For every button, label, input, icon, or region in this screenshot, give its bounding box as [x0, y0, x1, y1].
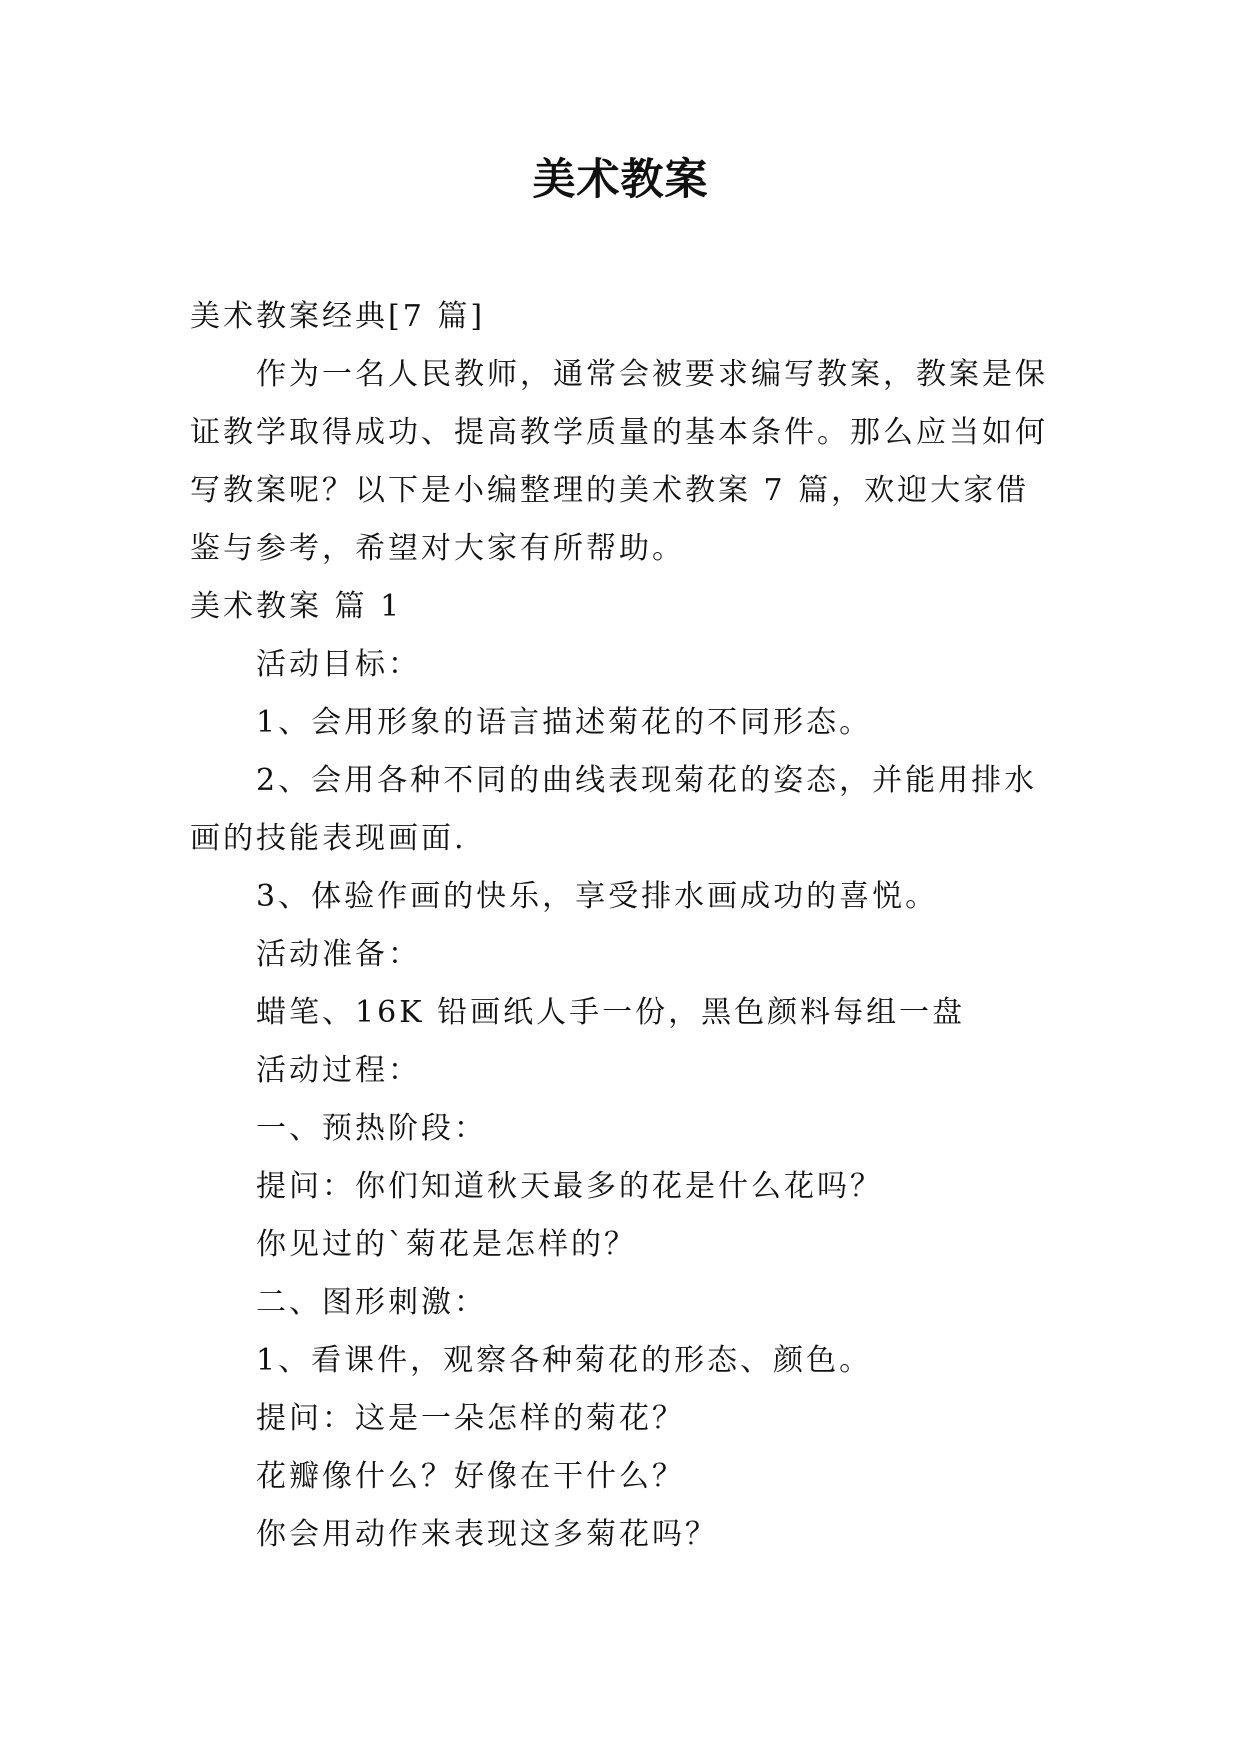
paragraph-goal-2: 2、会用各种不同的曲线表现菊花的姿态，并能用排水画的技能表现画面. — [190, 763, 1038, 856]
paragraph-question-3: 提问：这是一朵怎样的菊花？ — [256, 1401, 685, 1436]
paragraph-activity-goals: 活动目标： — [256, 647, 421, 682]
paragraph-materials: 蜡笔、16K 铅画纸人手一份，黑色颜料每组一盘 — [256, 995, 966, 1030]
section-heading: 美术教案 篇 1 — [190, 589, 403, 624]
document-body — [190, 288, 1060, 1564]
document-subtitle: 美术教案经典[7 篇] — [190, 299, 486, 334]
paragraph-graphic-stimulus: 二、图形刺激： — [256, 1285, 487, 1320]
paragraph-warmup-stage: 一、预热阶段： — [256, 1111, 487, 1146]
intro-paragraph: 作为一名人民教师，通常会被要求编写教案，教案是保证教学取得成功、提高教学质量的基本条件。那么应当如何写教案呢？以下是小编整理的美术教案 7 篇，欢迎大家借鉴与参考，希望对大家有所帮助。 — [190, 357, 1048, 566]
paragraph-goal-1: 1、会用形象的语言描述菊花的不同形态。 — [256, 705, 873, 740]
paragraph-goal-3: 3、体验作画的快乐，享受排水画成功的喜悦。 — [256, 879, 939, 914]
paragraph-question-5: 你会用动作来表现这多菊花吗？ — [256, 1517, 718, 1552]
paragraph-question-2: 你见过的`菊花是怎样的？ — [256, 1227, 637, 1262]
paragraph-activity-process: 活动过程： — [256, 1053, 421, 1088]
paragraph-question-1: 提问：你们知道秋天最多的花是什么花吗？ — [256, 1169, 883, 1204]
paragraph-activity-prep: 活动准备： — [256, 937, 421, 972]
paragraph-question-4: 花瓣像什么？好像在干什么？ — [256, 1459, 685, 1494]
document-title: 美术教案 — [532, 155, 709, 205]
paragraph-courseware: 1、看课件，观察各种菊花的形态、颜色。 — [256, 1343, 873, 1378]
